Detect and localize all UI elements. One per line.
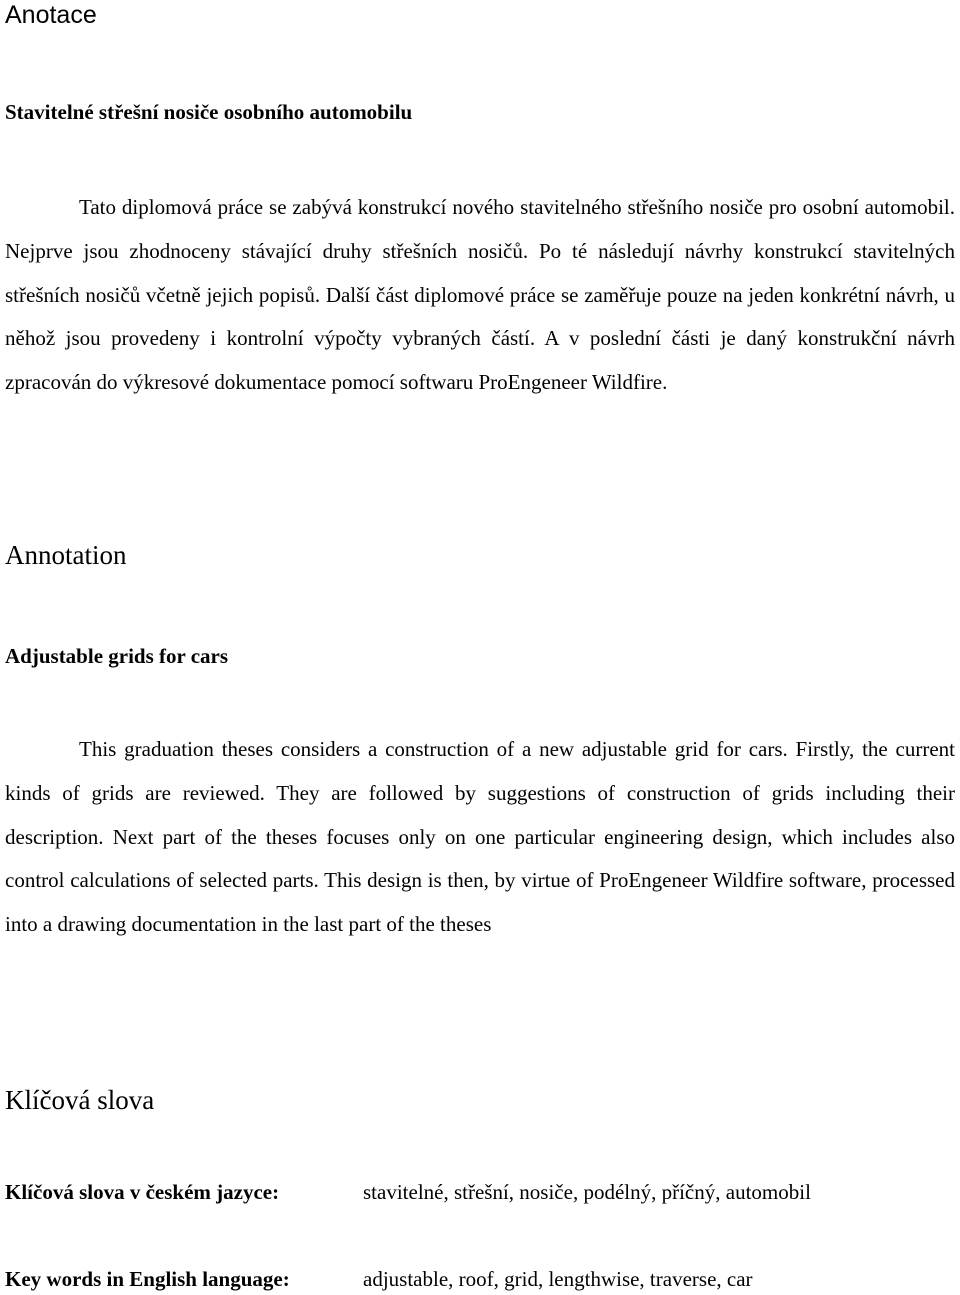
keywords-czech-value: stavitelné, střešní, nosiče, podélný, příčný, automobil xyxy=(363,1180,811,1204)
keywords-heading: Klíčová slova xyxy=(5,1085,155,1115)
keywords-english-row xyxy=(5,1266,753,1292)
anotace-heading: Anotace xyxy=(5,1,97,29)
keywords-english-value: adjustable, roof, grid, lengthwise, traverse, car xyxy=(363,1267,753,1291)
keywords-czech-row xyxy=(5,1179,811,1205)
annotation-heading: Annotation xyxy=(5,540,127,570)
keywords-czech-label: Klíčová slova v českém jazyce: xyxy=(5,1180,280,1204)
english-thesis-title: Adjustable grids for cars xyxy=(5,644,229,668)
czech-thesis-title: Stavitelné střešní nosiče osobního automobilu xyxy=(5,100,413,124)
czech-abstract: Tato diplomová práce se zabývá konstrukcí nového stavitelného střešního nosiče pro osobní automobil. Nejprve jsou zhodnoceny stávající druhy střešních nosičů. Po té následují návrhy konstrukcí stavitelných střešních nosičů včetně jejich popisů. Další část diplomové práce se zaměřuje pouze na jeden konkrétní návrh, u něhož jsou provedeny i kontrolní výpočty vybraných částí. A v poslední části je daný konstrukční návrh zpracován do výkresové dokumentace pomocí softwaru ProEngeneer Wildfire. xyxy=(5,195,955,395)
keywords-english-label: Key words in English language: xyxy=(5,1267,290,1291)
english-abstract: This graduation theses considers a construction of a new adjustable grid for cars. Firstly, the current kinds of grids are reviewed. They are followed by suggestions of construction of grids including their description. Next part of the theses focuses only on one particular engineering design, which includes also control calculations of selected parts. This design is then, by virtue of ProEngeneer Wildfire software, processed into a drawing documentation in the last part of the theses xyxy=(5,737,955,937)
